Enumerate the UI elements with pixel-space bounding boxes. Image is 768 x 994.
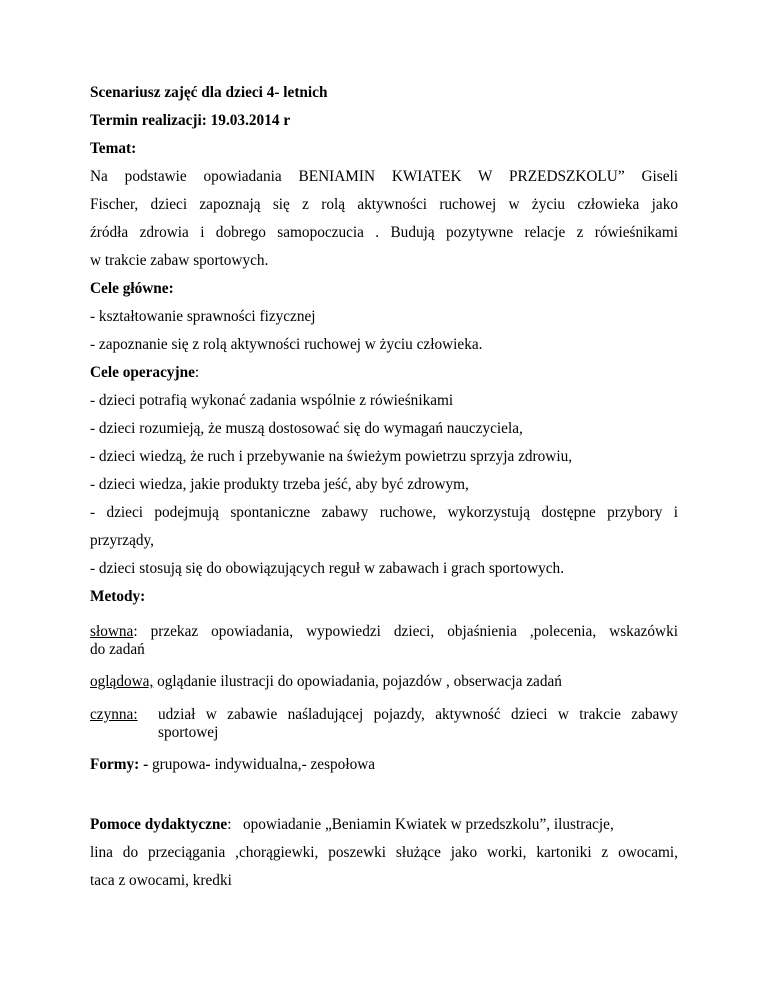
pomoce-line-1 — [90, 816, 678, 834]
cele-glowne-item: - zapoznanie się z rolą aktywności ruchowej w życiu człowieka. — [90, 336, 483, 353]
metody-ogladowa-line — [90, 673, 562, 691]
temat-line-4: w trakcie zabaw sportowych. — [90, 252, 269, 269]
metody-slowna-text: : przekaz opowiadania, wypowiedzi dzieci, objaśnienia ,polecenia, wskazówki — [133, 623, 678, 640]
formy-label: Formy: - — [90, 756, 149, 773]
pomoce-line-3: taca z owocami, kredki — [90, 872, 232, 889]
formy-part2: indywidualna,- zespołowa — [210, 756, 376, 773]
cele-operacyjne-item: - dzieci stosują się do obowiązujących reguł w zabawach i grach sportowych. — [90, 560, 565, 577]
cele-operacyjne-item: - dzieci potrafią wykonać zadania wspólnie z rówieśnikami — [90, 392, 454, 409]
pomoce-text-1: : opowiadanie „Beniamin Kwiatek w przedszkolu”, ilustracje, — [227, 816, 614, 833]
pomoce-label: Pomoce dydaktyczne — [90, 816, 228, 833]
cele-operacyjne-heading — [90, 364, 199, 382]
temat-line-3: źródła zdrowia i dobrego samopoczucia . Budują pozytywne relacje z rówieśnikami — [90, 224, 678, 241]
metody-czynna-text: udział w zabawie naśladującej pojazdy, aktywność dzieci w trakcie zabawy — [158, 706, 678, 723]
cele-operacyjne-item: - dzieci rozumieją, że muszą dostosować się do wymagań nauczyciela, — [90, 420, 523, 437]
cele-glowne-item: - kształtowanie sprawności fizycznej — [90, 308, 316, 325]
termin-label: Termin realizacji: — [90, 112, 207, 129]
metody-czynna-label: czynna: — [90, 706, 138, 723]
temat-line-2: Fischer, dzieci zapoznają się z rolą aktywności ruchowej w życiu człowieka jako — [90, 196, 678, 213]
cele-operacyjne-item: przyrządy, — [90, 532, 154, 549]
cele-operacyjne-item: - dzieci podejmują spontaniczne zabawy ruchowe, wykorzystują dostępne przybory i — [90, 504, 678, 521]
metody-ogladowa-text: oglądanie ilustracji do opowiadania, pojazdów , obserwacja zadań — [153, 673, 562, 690]
temat-line-1: Na podstawie opowiadania BENIAMIN KWIATEK W PRZEDSZKOLU” Giseli — [90, 168, 678, 185]
metody-slowna-text-2: do zadań — [90, 641, 145, 658]
temat-heading: Temat: — [90, 140, 137, 157]
metody-heading: Metody: — [90, 588, 146, 605]
formy-dash: - — [205, 756, 211, 773]
formy-part1: grupowa — [148, 756, 206, 773]
cele-operacyjne-colon: : — [194, 364, 200, 381]
metody-czynna-text-2: sportowej — [158, 724, 219, 741]
cele-operacyjne-item: - dzieci wiedza, jakie produkty trzeba jeść, aby być zdrowym, — [90, 476, 469, 493]
document-title: Scenariusz zajęć dla dzieci 4- letnich — [90, 84, 328, 101]
metody-ogladowa-label: oglądowa, — [90, 673, 154, 690]
formy-line — [90, 756, 375, 774]
termin-date: 19.03.2014 r — [210, 112, 291, 129]
metody-slowna-line — [90, 623, 678, 641]
pomoce-line-2: lina do przeciągania ,chorągiewki, poszewki służące jako worki, kartoniki z owocami, — [90, 844, 678, 861]
termin-line — [90, 112, 290, 130]
cele-glowne-heading: Cele główne: — [90, 280, 174, 297]
metody-slowna-label: słowna — [90, 623, 134, 640]
metody-czynna-label-wrap — [90, 706, 152, 724]
cele-operacyjne-item: - dzieci wiedzą, że ruch i przebywanie na świeżym powietrzu sprzyja zdrowiu, — [90, 448, 573, 465]
cele-operacyjne-label: Cele operacyjne — [90, 364, 195, 381]
